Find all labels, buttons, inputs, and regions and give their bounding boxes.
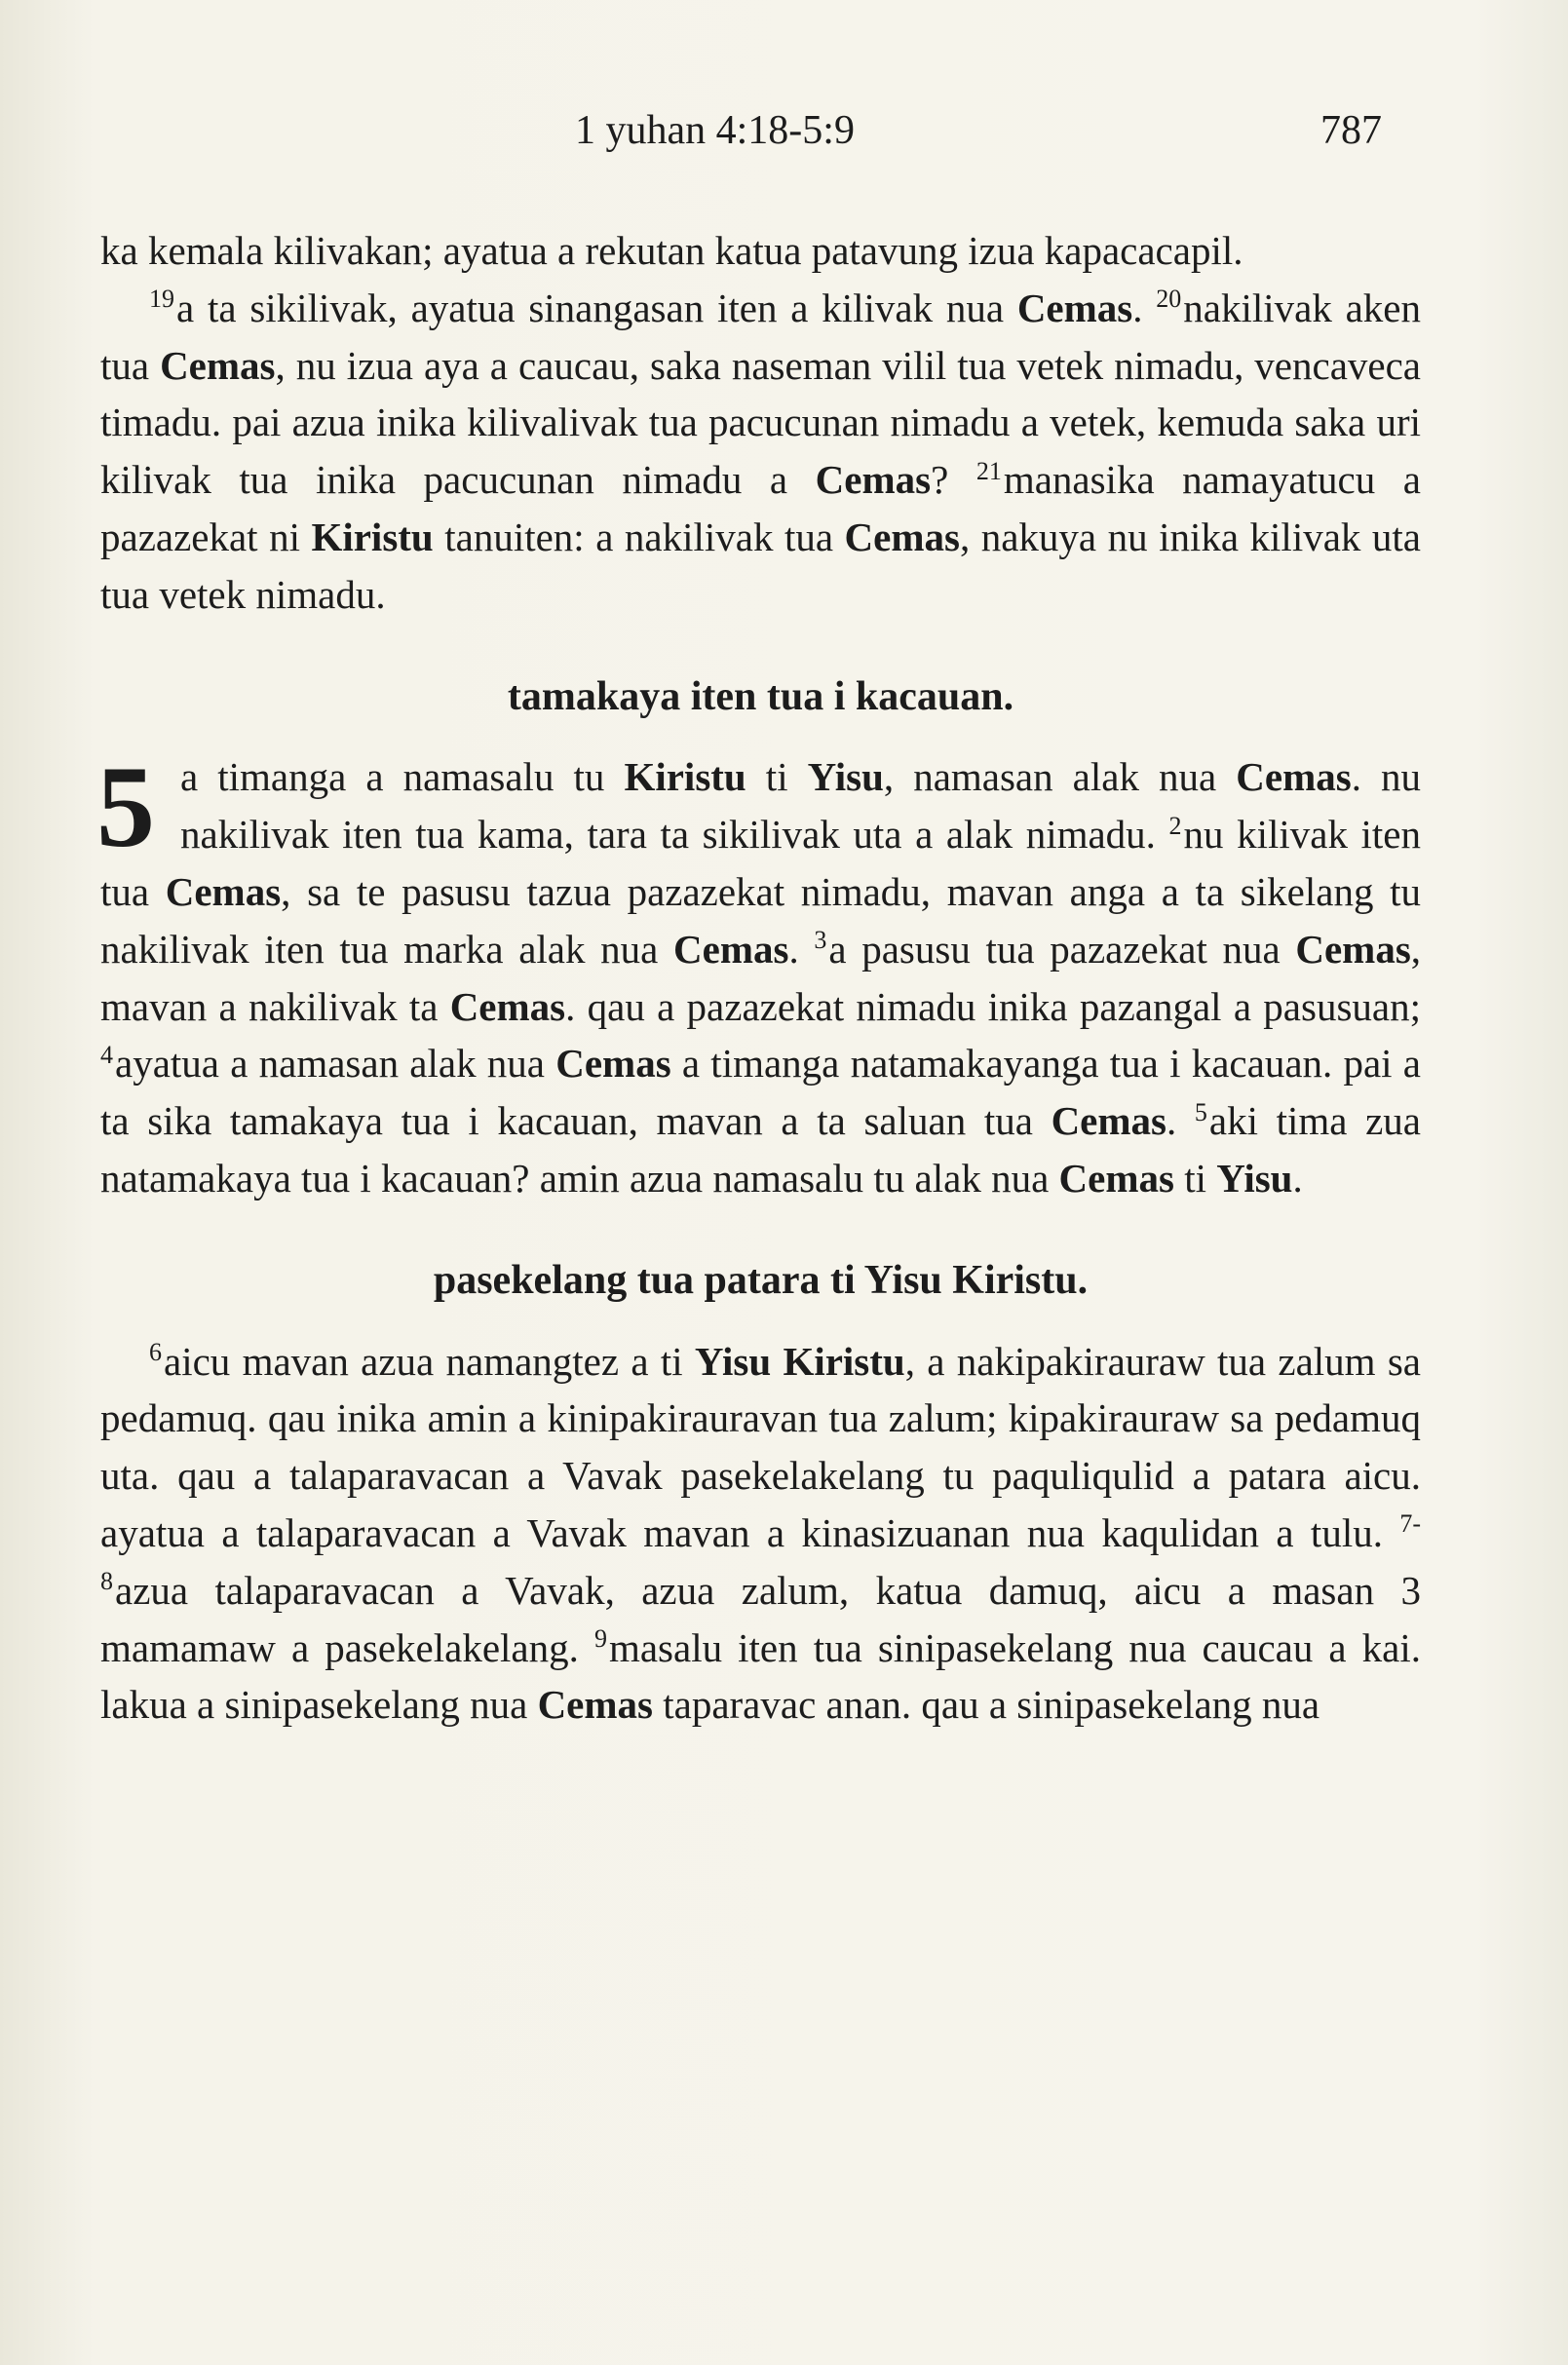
paragraph-chapter-5 [96, 742, 1422, 1206]
verse-text: tanuiten: a nakilivak tua [433, 514, 845, 559]
verse-text: . [1132, 285, 1157, 330]
verse-text: nakilivak aken tua [100, 285, 1421, 388]
name-cemas: Cemas [815, 457, 932, 503]
verse-text: manasika namayatucu a pazazekat ni [100, 457, 1421, 559]
verse-text: azua talaparavacan a Vavak, azua zalum, katua damuq, aicu a masan 3 mamamaw a pasekelakelang. [100, 1567, 1421, 1670]
verse-number: 7-8 [100, 1509, 1421, 1596]
name-kiristu: Kiristu [783, 1338, 905, 1384]
name-yisu: Yisu [694, 1338, 772, 1384]
verse-number: 4 [100, 1040, 113, 1069]
section-heading: tamakaya iten tua i kacauan. [507, 673, 1014, 719]
verse-text [771, 1339, 783, 1384]
page-body [96, 222, 1422, 1734]
verse-text: . [1166, 1098, 1195, 1144]
verse-text: , nu izua aya a caucau, saka naseman vilil tua vetek nimadu, vencaveca timadu. pai azua inika kilivalivak tua pacucunan nimadu a vetek, kemuda saka uri kilivak tua inika pacucunan nimadu a [100, 342, 1421, 503]
paragraph-verses-19-21 [100, 280, 1421, 624]
name-cemas: Cemas [1051, 1098, 1166, 1144]
verse-text: , nakuya nu inika kilivak uta tua vetek nimadu. [100, 514, 1421, 617]
verse-text: a ta sikilivak, ayatua sinangasan iten a kilivak nua [176, 285, 1017, 330]
name-kiristu: Kiristu [624, 754, 746, 800]
name-cemas: Cemas [844, 514, 960, 559]
chapter-number: 5 [96, 742, 155, 872]
name-cemas: Cemas [1236, 754, 1352, 800]
verse-number: 9 [593, 1623, 607, 1653]
verse-number: 5 [1194, 1097, 1207, 1126]
verse-text: a pasusu tua pazazekat nua [828, 926, 1296, 972]
name-yisu: Yisu [1216, 1155, 1293, 1201]
verse-text: , mavan a nakilivak ta [100, 926, 1422, 1029]
verse-number: 20 [1156, 285, 1182, 314]
verse-text: masalu iten tua sinipasekelang nua caucau a kai. lakua a sinipasekelang nua [100, 1624, 1422, 1728]
name-cemas: Cemas [449, 983, 566, 1029]
verse-text: ti [746, 754, 808, 800]
verse-text: ti [1173, 1155, 1217, 1201]
verse-text: a timanga a namasalu tu [180, 754, 625, 800]
paragraph-verses-6-9 [100, 1333, 1421, 1735]
section-heading: pasekelang tua patara ti Yisu Kiristu. [433, 1257, 1089, 1303]
verse-text: , a nakipakirauraw tua zalum sa pedamuq. qau inika amin a kinipakirauravan tua zalum; kipakirauraw sa pedamuq uta. qau a talaparavacan a Vavak pasekelakelang tu paquliqulid a patara aicu. ayatua a talaparavacan a Vavak mavan a kinasizuanan nua kaqulidan a tulu. [100, 1338, 1421, 1555]
page-number: 787 [1320, 108, 1382, 153]
paragraph-text: ka kemala kilivakan; ayatua a rekutan katua patavung izua kapacacapil. [100, 228, 1243, 273]
name-cemas: Cemas [1058, 1155, 1174, 1201]
name-cemas: Cemas [160, 342, 276, 388]
verse-text: ayatua a namasan alak nua [115, 1041, 556, 1087]
verse-number: 3 [814, 926, 827, 955]
verse-text: ? [931, 457, 976, 503]
name-cemas: Cemas [537, 1682, 653, 1728]
verse-text: . nu nakilivak iten tua kama, tara ta sikilivak uta a alak nimadu. [180, 754, 1422, 858]
name-cemas: Cemas [1016, 285, 1133, 330]
verse-number: 21 [975, 456, 1002, 485]
verse-number: 2 [1168, 811, 1182, 840]
verse-text: . qau a pazazekat nimadu inika pazangal a pasusuan; [565, 983, 1421, 1029]
verse-text: a timanga natamakayanga tua i kacauan. pai a ta sika tamakaya tua i kacauan, mavan a ta saluan tua [100, 1041, 1421, 1144]
name-kiristu: Kiristu [311, 514, 434, 559]
paragraph-continuation [100, 222, 1421, 280]
name-cemas: Cemas [555, 1041, 671, 1087]
verse-number: 6 [149, 1337, 162, 1366]
name-cemas: Cemas [673, 926, 789, 972]
verse-text: . [788, 926, 815, 972]
verse-text: taparavac anan. qau a sinipasekelang nua [652, 1682, 1320, 1728]
name-yisu: Yisu [807, 754, 884, 800]
name-cemas: Cemas [1295, 926, 1411, 972]
verse-text: , sa te pasusu tazua pazazekat nimadu, mavan anga a ta sikelang tu nakilivak iten tua marka alak nua [100, 868, 1421, 972]
verse-text: , namasan alak nua [883, 754, 1237, 800]
verse-text: aki tima zua natamakaya tua i kacauan? amin azua namasalu tu alak nua [100, 1098, 1422, 1201]
name-cemas: Cemas [165, 868, 282, 914]
running-head: 1 yuhan 4:18-5:9 [575, 108, 855, 153]
verse-text: nu kilivak iten tua [100, 812, 1421, 914]
verse-text: . [1292, 1155, 1303, 1201]
page-header [0, 107, 1568, 166]
verse-text: aicu mavan azua namangtez a ti [164, 1338, 695, 1384]
verse-number: 19 [149, 285, 174, 314]
